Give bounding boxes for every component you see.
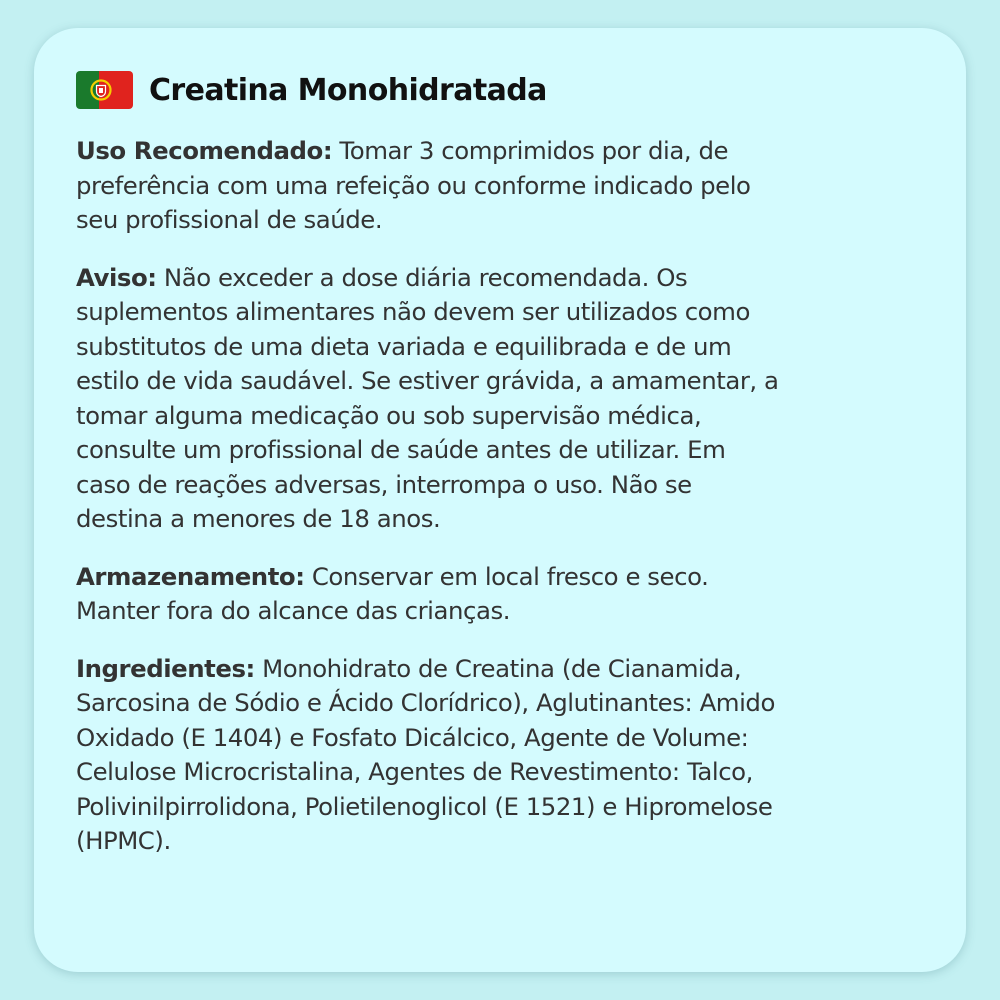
section-text: estilo de vida saudável. Se estiver grávida, a amamentar, a <box>76 366 779 395</box>
section-label: Aviso: <box>76 262 157 292</box>
section-text: Celulose Microcristalina, Agentes de Revestimento: Talco, <box>76 757 753 786</box>
section-text: Sarcosina de Sódio e Ácido Clorídrico), Aglutinantes: Amido <box>76 688 775 717</box>
product-info-card <box>34 28 966 972</box>
section-label: Armazenamento: <box>76 561 305 591</box>
portugal-flag-icon <box>76 71 133 109</box>
section-label: Uso Recomendado: <box>76 136 333 165</box>
page-title: Creatina Monohidratada <box>149 72 547 108</box>
section-aviso <box>76 261 926 537</box>
section-text: caso de reações adversas, interrompa o uso. Não se <box>76 469 692 499</box>
section-text: Monohidrato de Creatina (de Cianamida, <box>254 653 742 683</box>
section-text: suplementos alimentares não devem ser utilizados como <box>76 297 750 326</box>
section-text: Oxidado (E 1404) e Fosfato Dicálcico, Agente de Volume: <box>76 722 749 752</box>
section-text: Conservar em local fresco e seco. <box>304 561 709 591</box>
section-label: Ingredientes: <box>76 653 255 683</box>
section-text: destina a menores de 18 anos. <box>76 504 441 533</box>
section-text: Polivinilpirrolidona, Polietilenoglicol (E 1521) e Hipromelose <box>76 791 773 821</box>
section-text: substitutos de uma dieta variada e equilibrada e de um <box>76 331 732 361</box>
card-header <box>76 68 966 112</box>
section-text: preferência com uma refeição ou conforme indicado pelo <box>76 170 751 200</box>
section-text: consulte um profissional de saúde antes de utilizar. Em <box>76 435 726 464</box>
flag-emblem-icon <box>90 79 112 101</box>
section-text: seu profissional de saúde. <box>76 205 383 234</box>
section-text: (HPMC). <box>76 826 171 855</box>
section-text: Manter fora do alcance das crianças. <box>76 596 511 625</box>
section-text: tomar alguma medicação ou sob supervisão médica, <box>76 400 702 430</box>
section-text: Não exceder a dose diária recomendada. Os <box>156 262 688 292</box>
section-ingredientes <box>76 652 926 859</box>
section-uso-recomendado <box>76 134 926 238</box>
section-armazenamento <box>76 560 926 629</box>
section-text: Tomar 3 comprimidos por dia, de <box>332 136 729 165</box>
